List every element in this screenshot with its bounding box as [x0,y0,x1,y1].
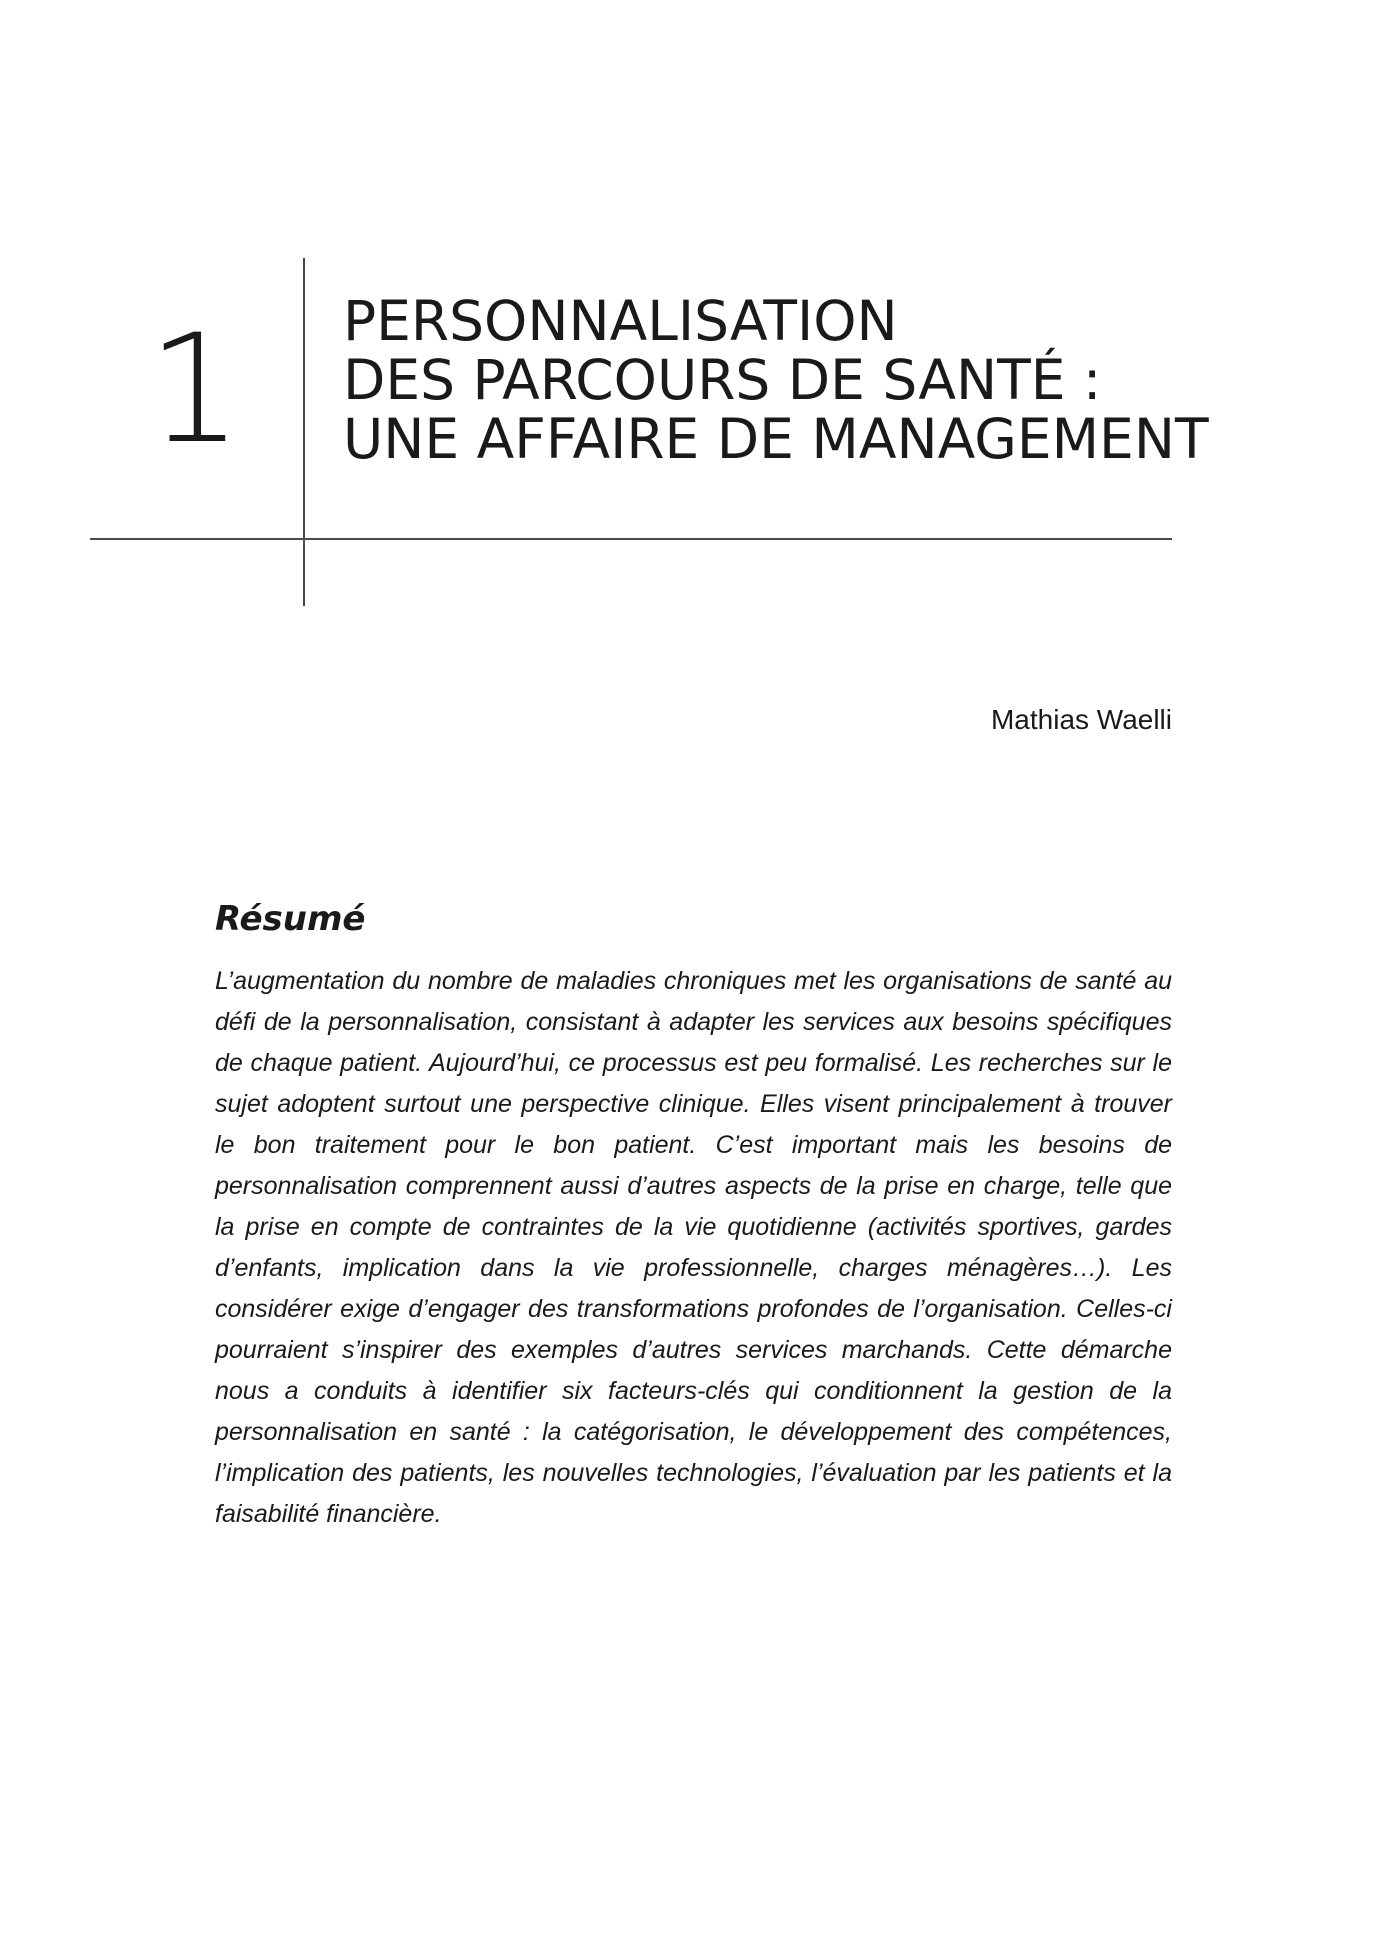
chapter-title-line: DES PARCOURS DE SANTÉ : [343,348,1102,412]
title-horizontal-rule [90,538,1172,540]
abstract-heading: Résumé [215,899,366,939]
chapter-title-line: PERSONNALISATION [343,289,898,353]
chapter-title [343,289,1243,471]
chapter-title-line: UNE AFFAIRE DE MANAGEMENT [343,407,1209,471]
abstract-text: L’augmentation du nombre de maladies chroniques met les organisations de santé au défi de la personnalisation, consistant à adapter les services aux besoins spécifiques de chaque patient. Aujourd’hui, ce processus est peu formalisé. Les recherches sur le sujet adoptent surtout une perspective clinique. Elles visent principalement à trouver le bon traitement pour le bon patient. C’est important mais les besoins de personnalisation comprennent aussi d’autres aspects de la prise en charge, telle que la prise en compte de contraintes de la vie quotidienne (activités sportives, gardes d’enfants, implication dans la vie professionnelle, charges ménagères…). Les considérer exige d’engager des transformations profondes de l’organisation. Celles-ci pourraient s’inspirer des exemples d’autres services marchands. Cette démarche nous a conduits à identifier six facteurs-clés qui conditionnent la gestion de la personnalisation en santé : la catégorisation, le développement des compétences, l’implication des patients, les nouvelles technologies, l’évaluation par les patients et la faisabilité financière. [215,967,1172,1528]
chapter-number: 1 [147,303,243,477]
author-name: Mathias Waelli [990,704,1172,735]
title-vertical-rule [303,258,305,606]
